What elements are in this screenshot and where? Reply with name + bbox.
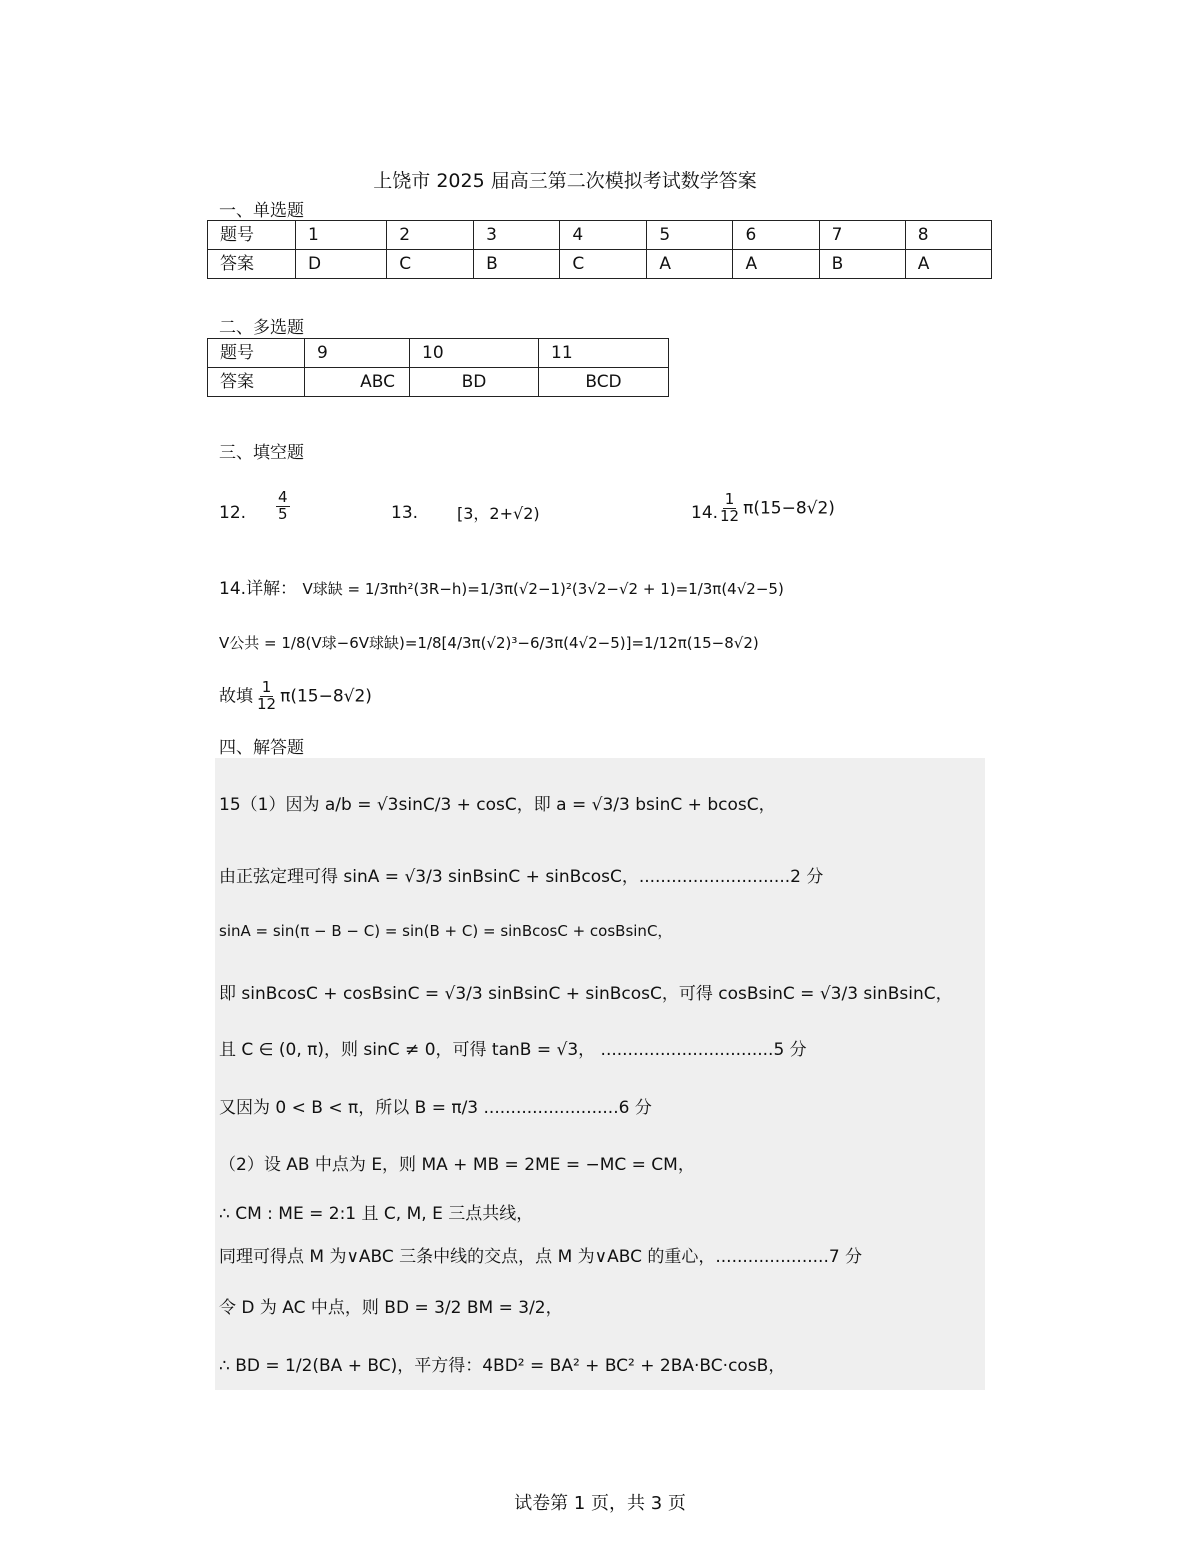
table-cell: ABC (305, 368, 410, 397)
table-cell: B (819, 250, 905, 279)
table-cell: 10 (410, 339, 539, 368)
table-row (208, 250, 992, 279)
solution-line: sinA = sin(π − B − C) = sin(B + C) = sinBcosC + cosBsinC， (219, 922, 673, 940)
table-cell: 6 (733, 221, 819, 250)
q14-detail-line1 (219, 574, 784, 599)
table-row (208, 368, 669, 397)
denominator: 5 (278, 504, 288, 523)
table-cell: 9 (305, 339, 410, 368)
detail-formula-1: V球缺 = 1/3πh²(3R−h)=1/3π(√2−1)²(3√2−√2 + 1)=1/3π(4√2−5) (302, 580, 784, 598)
solution-line: ∴ CM : ME = 2:1 且 C, M, E 三点共线， (219, 1204, 534, 1224)
page-title: 上饶市 2025 届高三第二次模拟考试数学答案 (373, 170, 757, 192)
detail-label: 14.详解： (219, 579, 298, 599)
q12-answer (274, 490, 292, 523)
table-cell: BCD (539, 368, 669, 397)
table-cell: 5 (647, 221, 733, 250)
table-row (208, 339, 669, 368)
table-cell: 答案 (208, 368, 305, 397)
table-cell: 题号 (208, 221, 296, 250)
q13-answer: [3，2+√2) (457, 504, 540, 523)
table-cell: 3 (474, 221, 560, 250)
q14-detail-line2 (219, 632, 759, 653)
table-cell: A (905, 250, 991, 279)
table-cell: 1 (296, 221, 387, 250)
table-cell: C (560, 250, 647, 279)
fill-answer: π(15−8√2) (280, 686, 372, 707)
multi-choice-table (207, 338, 669, 397)
table-cell: 答案 (208, 250, 296, 279)
solution-line: 令 D 为 AC 中点，则 BD = 3/2 BM = 3/2， (219, 1298, 563, 1318)
section4-heading: 四、解答题 (219, 738, 304, 758)
detail-formula-2: V公共 = 1/8(V球−6V球缺)=1/8[4/3π(√2)³−6/3π(4√2−5)]=1/12π(15−8√2) (219, 634, 759, 652)
q14-answer-text: π(15−8√2) (743, 498, 835, 519)
table-cell: C (387, 250, 474, 279)
solution-line: （2）设 AB 中点为 E，则 MA + MB = 2ME = −MC = CM， (219, 1155, 695, 1175)
table-row (208, 221, 992, 250)
solution-line: 同理可得点 M 为∨ABC 三条中线的交点，点 M 为∨ABC 的重心，.....................7 分 (219, 1247, 863, 1267)
table-cell: 11 (539, 339, 669, 368)
section1-heading: 一、单选题 (219, 201, 304, 221)
table-cell: 8 (905, 221, 991, 250)
q13-label: 13. (391, 503, 419, 523)
solution-line: 即 sinBcosC + cosBsinC = √3/3 sinBsinC + sinBcosC，可得 cosBsinC = √3/3 sinBsinC， (219, 984, 953, 1004)
table-cell: B (474, 250, 560, 279)
solution-line: 15（1）因为 a/b = √3sinC/3 + cosC，即 a = √3/3 bsinC + bcosC， (219, 795, 776, 815)
section3-heading: 三、填空题 (219, 443, 304, 463)
numerator: 4 (278, 488, 288, 506)
fill-line: 故填 $\frac{1}{12}$ π(15−8√2) (219, 678, 372, 713)
table-cell: BD (410, 368, 539, 397)
solution-line: ∴ BD = 1/2(BA + BC)，平方得：4BD² = BA² + BC² + 2BA·BC·cosB， (219, 1356, 786, 1376)
table-cell: A (647, 250, 733, 279)
single-choice-table (207, 220, 992, 279)
table-cell: 题号 (208, 339, 305, 368)
q14-label: 14. (691, 503, 719, 523)
table-cell: D (296, 250, 387, 279)
solution-line: 又因为 0 < B < π，所以 B = π/3 .........................6 分 (219, 1098, 652, 1118)
solution-line: 且 C ∈ (0, π)，则 sinC ≠ 0，可得 tanB = √3， ................................5 分 (219, 1040, 807, 1060)
table-cell: 2 (387, 221, 474, 250)
q14-answer: $\frac{1}{12}$ π(15−8√2) (720, 490, 835, 525)
solution-line: 由正弦定理可得 sinA = √3/3 sinBsinC + sinBcosC，............................2 分 (219, 867, 824, 887)
table-cell: 4 (560, 221, 647, 250)
fill-label: 故填 (219, 686, 253, 707)
q12-label: 12. (219, 503, 247, 523)
table-cell: A (733, 250, 819, 279)
page-footer: 试卷第 1 页，共 3 页 (514, 1493, 686, 1514)
table-cell: 7 (819, 221, 905, 250)
section2-heading: 二、多选题 (219, 318, 304, 338)
